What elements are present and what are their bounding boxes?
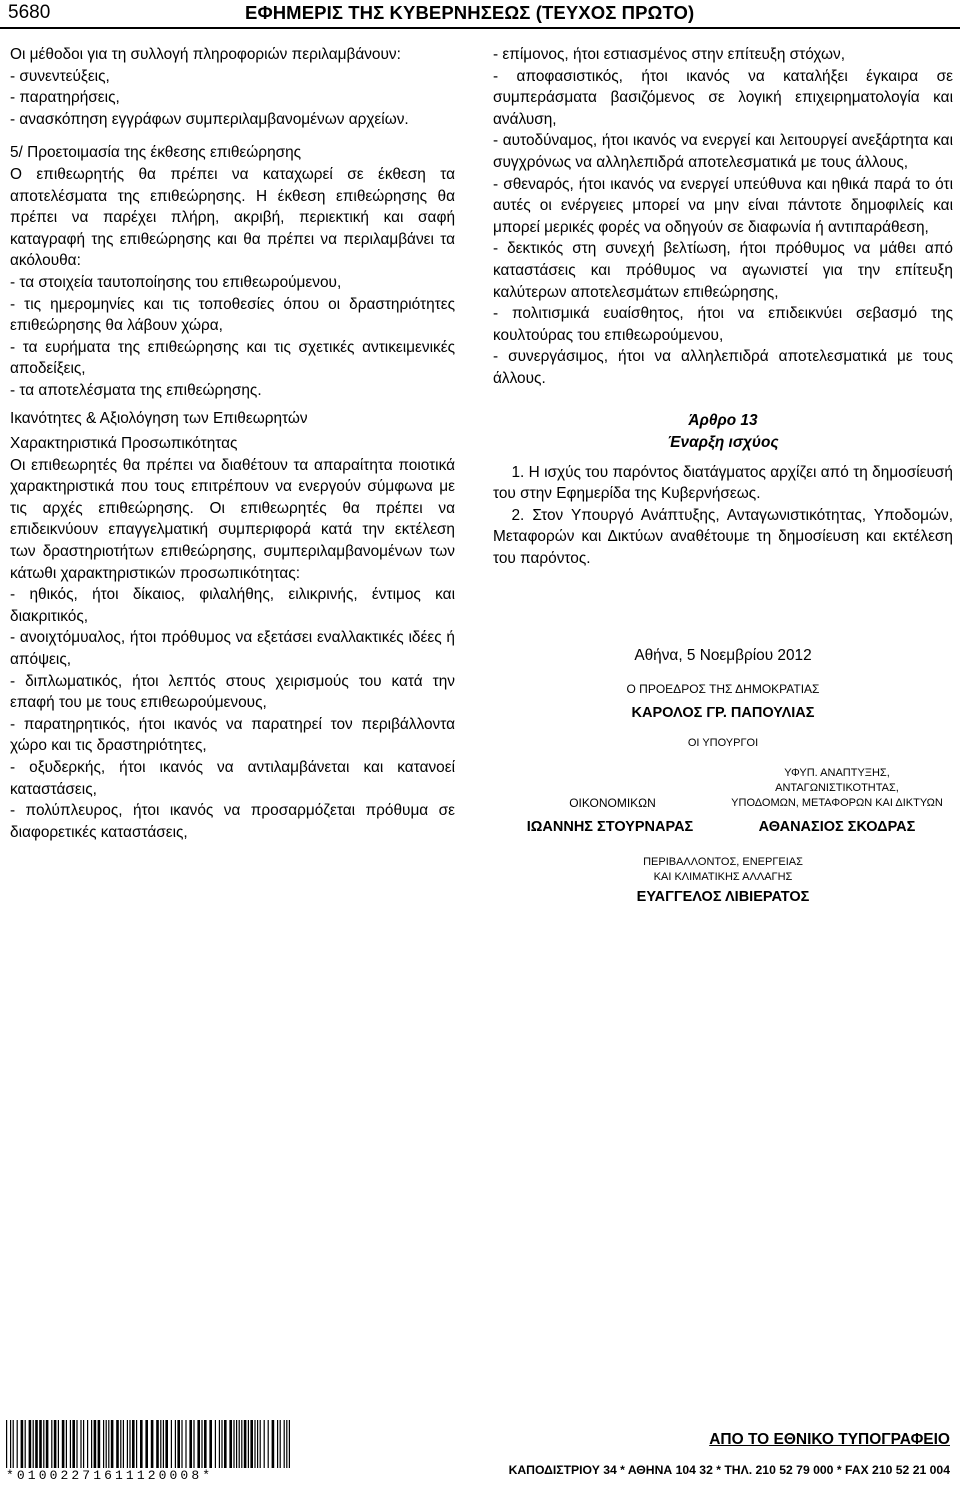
printer-name: ΑΠΟ ΤΟ ΕΘΝΙΚΟ ΤΥΠΟΓΡΑΦΕΙΟ	[709, 1431, 950, 1448]
paragraph: Οι μέθοδοι για τη συλλογή πληροφοριών περιλαμβάνουν:	[10, 46, 401, 63]
barcode-bar	[108, 1420, 109, 1468]
barcode-bar	[62, 1420, 65, 1468]
barcode-bar	[286, 1420, 287, 1468]
list-item: - συνεντεύξεις,	[10, 67, 110, 85]
barcode-bar	[233, 1420, 234, 1468]
barcode-bar	[248, 1420, 249, 1468]
barcode-bar	[215, 1420, 216, 1468]
left-column	[10, 44, 455, 843]
list-item: - ηθικός, ήτοι δίκαιος, φιλαλήθης, ειλικρινής, έντιμος και διακριτικός,	[10, 586, 455, 625]
barcode-bar	[165, 1420, 168, 1468]
list-item: - πολιτισμικά ευαίσθητος, ήτοι να επιδεικνύει σεβασμό της κουλτούρας του επιθεωρούμενου,	[493, 305, 953, 344]
finance-minister-name: ΙΩΑΝΝΗΣ ΣΤΟΥΡΝΑΡΑΣ	[526, 819, 694, 835]
barcode-bar	[239, 1420, 240, 1468]
barcode-bar	[145, 1420, 148, 1468]
list-item: - πολύπλευρος, ήτοι ικανός να προσαρμόζεται πρόθυμα σε διαφορετικές καταστάσεις,	[10, 802, 455, 841]
barcode-bar	[289, 1420, 290, 1468]
barcode-bar	[272, 1420, 275, 1468]
article-heading	[493, 410, 953, 454]
barcode-bar	[260, 1420, 261, 1468]
title-line: ΠΕΡΙΒΑΛΛΟΝΤΟΣ, ΕΝΕΡΓΕΙΑΣ	[643, 856, 803, 868]
barcode-bar	[236, 1420, 237, 1468]
ministers-heading: ΟΙ ΥΠΟΥΡΓΟΙ	[687, 737, 759, 749]
header-rule	[0, 27, 960, 29]
barcode-bar	[54, 1420, 57, 1468]
barcode-bar	[277, 1420, 278, 1468]
barcode-bar	[58, 1420, 59, 1468]
barcode-bar	[76, 1420, 77, 1468]
barcode-bar	[229, 1420, 232, 1468]
environment-minister-name: ΕΥΑΓΓΕΛΟΣ ΛΙΒΙΕΡΑΤΟΣ	[636, 889, 810, 905]
list-item: - τα αποτελέσματα της επιθεώρησης.	[10, 381, 262, 399]
barcode-bar	[83, 1420, 84, 1468]
barcode-bar	[43, 1420, 44, 1468]
barcode-bar	[181, 1420, 182, 1468]
barcode-bar	[120, 1420, 121, 1468]
barcode-bar	[250, 1420, 253, 1468]
barcode-bar	[72, 1420, 75, 1468]
barcode-bar	[103, 1420, 104, 1468]
barcode-bar	[163, 1420, 164, 1468]
barcode-bar	[171, 1420, 172, 1468]
barcode-bar	[224, 1420, 227, 1468]
development-minister-title	[712, 766, 960, 811]
barcode-bar	[284, 1420, 285, 1468]
list-item: - επίμονος, ήτοι εστιασμένος στην επίτευξη στόχων,	[493, 46, 846, 63]
list-item: - τις ημερομηνίες και τις τοποθεσίες όπου οι δραστηριότητες επιθεώρησης θα λάβουν χώρα,	[10, 295, 455, 335]
right-column	[493, 44, 953, 569]
president-name: ΚΑΡΟΛΟΣ ΓΡ. ΠΑΠΟΥΛΙΑΣ	[631, 705, 815, 721]
section-heading: Ικανότητες & Αξιολόγηση των Επιθεωρητών	[10, 409, 308, 427]
barcode-bar	[66, 1420, 67, 1468]
barcode-bar	[156, 1420, 159, 1468]
barcode-bar	[268, 1420, 269, 1468]
list-item: - σθεναρός, ήτοι ικανός να ενεργεί υπεύθυνα και ηθικά παρά το ότι αυτές οι ενέργειες μπορεί να μην είναι πάντοτε δημοφιλείς και μπορεί μερικές φορές να οδηγούν σε διαφωνία ή αντιπαράθεση,	[493, 175, 953, 236]
section-heading: 5/ Προετοιμασία της έκθεσης επιθεώρησης	[10, 144, 302, 162]
list-item: - διπλωματικός, ήτοι λεπτός στους χειρισμούς του κατά την επαφή του με τους επιθεωρούμενους,	[10, 672, 455, 712]
list-item: - συνεργάσιμος, ήτοι να αλληλεπιδρά αποτελεσματικά με τους άλλους.	[493, 348, 953, 387]
list-item: - παρατηρητικός, ήτοι ικανός να παρατηρεί τον περιβάλλοντα χώρο και τις δραστηριότητες,	[10, 715, 455, 755]
section-heading: Χαρακτηριστικά Προσωπικότητας	[10, 435, 238, 453]
barcode-bar	[29, 1420, 32, 1468]
barcode-text: *01002271611120008*	[6, 1468, 214, 1483]
barcode-bar	[241, 1420, 242, 1468]
barcode-bar	[193, 1420, 194, 1468]
list-item: - τα ευρήματα της επιθεώρησης και τις σχετικές αντικειμενικές αποδείξεις,	[10, 338, 455, 378]
barcode-bar	[209, 1420, 212, 1468]
barcode-bar	[127, 1420, 128, 1468]
barcode-bar	[106, 1420, 107, 1468]
barcode-bar	[140, 1420, 143, 1468]
barcode-bar	[129, 1420, 130, 1468]
barcode-bar	[221, 1420, 222, 1468]
finance-minister-title: ΟΙΚΟΝΟΜΙΚΩΝ	[569, 796, 656, 810]
barcode-bar	[17, 1420, 18, 1468]
barcode-bar	[87, 1420, 88, 1468]
barcode-bar	[46, 1420, 49, 1468]
article-paragraph: 2. Στον Υπουργό Ανάπτυξης, Ανταγωνιστικότητας, Υποδομών, Μεταφορών και Δικτύων αναθέτουμε τη δημοσίευση και εκτέλεση του παρόντος.	[493, 506, 953, 567]
barcode	[4, 1420, 296, 1468]
barcode-bar	[123, 1420, 124, 1468]
list-item: - τα στοιχεία ταυτοποίησης του επιθεωρούμενου,	[10, 273, 342, 291]
page-header	[0, 0, 960, 30]
barcode-bar	[10, 1420, 11, 1468]
list-item: - αποφασιστικός, ήτοι ικανός να καταλήξει έγκαιρα σε συμπεράσματα βασιζόμενος σε λογική επιχειρηματολογία και ανάλυση,	[493, 67, 953, 128]
barcode-bar	[25, 1420, 26, 1468]
barcode-bar	[98, 1420, 101, 1468]
barcode-bar	[39, 1420, 42, 1468]
barcode-bar	[185, 1420, 186, 1468]
barcode-bar	[51, 1420, 52, 1468]
barcode-bar	[132, 1420, 135, 1468]
paragraph: Οι επιθεωρητές θα πρέπει να διαθέτουν τα απαραίτητα ποιοτικά χαρακτηριστικά που τους επιτρέπουν να ενεργούν σύμφωνα με τις αρχές επιθεώρησης. Οι επιθεωρητές θα πρέπει να επιδεικνύουν επαγγελματική συμπεριφορά κατά την εκτέλεση των δραστηριοτήτων επιθεώρησης, συμπεριλαμβανομένων των κάτωθι χαρακτηριστικών προσωπικότητας:	[10, 456, 455, 582]
barcode-bar	[91, 1420, 92, 1468]
barcode-bar	[197, 1420, 200, 1468]
list-item: - ανοιχτόμυαλος, ήτοι πρόθυμος να εξετάσει εναλλακτικές ιδέες ή απόψεις,	[10, 629, 455, 669]
barcode-bar	[116, 1420, 119, 1468]
barcode-bar	[6, 1420, 7, 1468]
president-title: Ο ΠΡΟΕΔΡΟΣ ΤΗΣ ΔΗΜΟΚΡΑΤΙΑΣ	[626, 682, 820, 696]
list-item: - παρατηρήσεις,	[10, 89, 120, 107]
barcode-bar	[204, 1420, 207, 1468]
environment-minister-title	[593, 855, 853, 885]
barcode-bar	[280, 1420, 281, 1468]
barcode-bar	[13, 1420, 14, 1468]
barcode-bar	[136, 1420, 137, 1468]
barcode-bar	[33, 1420, 34, 1468]
title-line: ΑΝΤΑΓΩΝΙΣΤΙΚΟΤΗΤΑΣ,	[775, 782, 899, 794]
title-line: ΥΦΥΠ. ΑΝΑΠΤΥΞΗΣ,	[784, 767, 890, 779]
barcode-bar	[177, 1420, 180, 1468]
barcode-bar	[70, 1420, 71, 1468]
article-number: Άρθρο 13	[688, 411, 758, 429]
page-number: 5680	[8, 2, 51, 23]
barcode-bar	[151, 1420, 154, 1468]
paragraph: Ο επιθεωρητής θα πρέπει να καταχωρεί σε έκθεση τα αποτελέσματα της επιθεώρησης. Η έκθεση επιθεώρησης θα πρέπει να παρέχει πλήρη, ακριβή, περιεκτική και σαφή καταγραφή της επιθεώρησης και θα πρέπει να περιλαμβάνει τα ακόλουθα:	[10, 165, 455, 270]
barcode-bar	[175, 1420, 176, 1468]
development-minister-name: ΑΘΑΝΑΣΙΟΣ ΣΚΟΔΡΑΣ	[758, 819, 916, 835]
article-title: Έναρξη ισχύος	[667, 433, 779, 451]
barcode-bar	[264, 1420, 265, 1468]
barcode-bar	[94, 1420, 97, 1468]
list-item: - δεκτικός στη συνεχή βελτίωση, ήτοι πρόθυμος να μάθει από καταστάσεις και πρόθυμος να αγωνιστεί για την επίτευξη καλύτερων αποτελεσμάτων επιθεώρησης,	[493, 240, 953, 301]
list-item: - αυτοδύναμος, ήτοι ικανός να ενεργεί και λειτουργεί ανεξάρτητα και συγχρόνως να αλληλεπιδρά αποτελεσματικά με τους άλλους,	[493, 132, 953, 171]
barcode-bar	[257, 1420, 258, 1468]
title-line: ΚΑΙ ΚΛΙΜΑΤΙΚΗΣ ΑΛΛΑΓΗΣ	[653, 871, 793, 883]
title-line: ΥΠΟΔΟΜΩΝ, ΜΕΤΑΦΟΡΩΝ ΚΑΙ ΔΙΚΤΥΩΝ	[731, 797, 943, 809]
barcode-bar	[160, 1420, 161, 1468]
barcode-bar	[111, 1420, 114, 1468]
list-item: - ανασκόπηση εγγράφων συμπεριλαμβανομένων αρχείων.	[10, 110, 409, 128]
barcode-bar	[35, 1420, 38, 1468]
barcode-bar	[201, 1420, 202, 1468]
barcode-bar	[189, 1420, 192, 1468]
printer-address: ΚΑΠΟΔΙΣΤΡΙΟΥ 34 * ΑΘΗΝΑ 104 32 * ΤΗΛ. 210 52 79 000 * FAX 210 52 21 004	[508, 1463, 950, 1477]
barcode-bar	[244, 1420, 247, 1468]
list-item: - οξυδερκής, ήτοι ικανός να αντιλαμβάνεται και κατανοεί καταστάσεις,	[10, 759, 455, 798]
barcode-bar	[80, 1420, 81, 1468]
barcode-bar	[21, 1420, 24, 1468]
signing-date: Αθήνα, 5 Νοεμβρίου 2012	[634, 647, 812, 664]
barcode-bar	[254, 1420, 255, 1468]
article-paragraph: 1. Η ισχύς του παρόντος διατάγματος αρχίζει από τη δημοσίευσή του στην Εφημερίδα της Κυβερνήσεως.	[493, 463, 953, 503]
barcode-bar	[219, 1420, 220, 1468]
gazette-title: ΕΦΗΜΕΡΙΣ ΤΗΣ ΚΥΒΕΡΝΗΣΕΩΣ (ΤΕΥΧΟΣ ΠΡΩΤΟ)	[245, 2, 695, 23]
